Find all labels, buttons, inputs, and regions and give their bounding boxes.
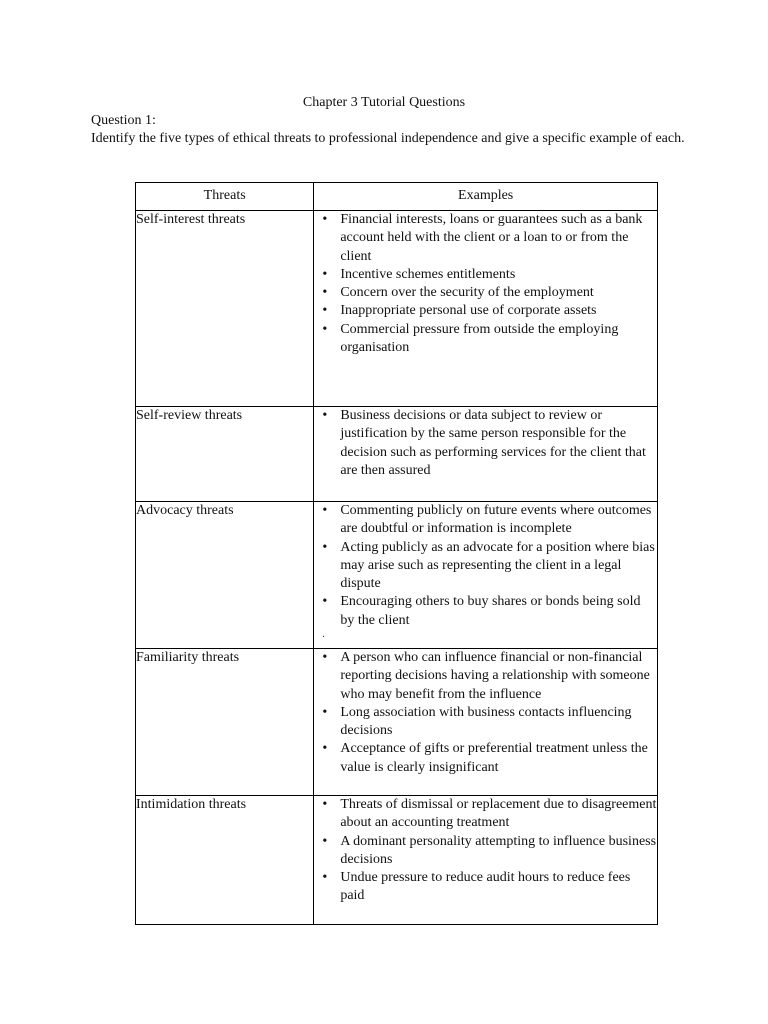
question-label: Question 1:	[91, 113, 156, 128]
bullet-icon: •	[322, 285, 328, 301]
list-item	[314, 869, 657, 906]
threat-name: Intimidation threats	[136, 796, 314, 925]
examples-list	[314, 211, 657, 357]
table-row	[136, 796, 658, 925]
threat-name: Self-interest threats	[136, 211, 314, 407]
bullet-icon: •	[322, 321, 328, 337]
example-text: Business decisions or data subject to review or justification by the same person responsible for the decision such as performing services for the client that are then assured	[340, 408, 646, 478]
examples-cell	[314, 407, 658, 502]
table-row	[136, 649, 658, 796]
example-text: A dominant personality attempting to influence business decisions	[340, 833, 657, 867]
table-row	[136, 407, 658, 502]
list-item	[314, 593, 657, 630]
bullet-icon: •	[322, 870, 328, 886]
header-threats: Threats	[136, 183, 314, 211]
bullet-icon: •	[322, 650, 328, 665]
examples-cell	[314, 502, 658, 649]
examples-cell	[314, 649, 658, 796]
bullet-icon: •	[322, 594, 328, 610]
list-item	[314, 302, 657, 320]
bullet-icon: •	[322, 741, 328, 757]
bullet-icon: •	[322, 266, 328, 282]
threats-table	[135, 182, 658, 925]
list-item	[314, 539, 657, 594]
bullet-icon: •	[322, 408, 328, 423]
list-item	[314, 321, 657, 358]
example-text: Acceptance of gifts or preferential treatment unless the value is clearly insignificant	[340, 741, 648, 775]
page-title: Chapter 3 Tutorial Questions	[302, 95, 466, 110]
table-row	[136, 502, 658, 649]
threat-name: Familiarity threats	[136, 649, 314, 796]
trailing-mark: .	[322, 629, 325, 641]
list-item	[314, 266, 657, 284]
example-text: Incentive schemes entitlements	[340, 266, 516, 282]
table-row	[136, 211, 658, 407]
examples-list	[314, 502, 657, 630]
example-text: Commenting publicly on future events where outcomes are doubtful or information is incomplete	[340, 503, 652, 537]
examples-list	[314, 796, 657, 906]
list-item	[314, 284, 657, 302]
bullet-icon: •	[322, 303, 328, 319]
example-text: Threats of dismissal or replacement due to disagreement about an accounting treatment	[340, 797, 657, 831]
bullet-icon: •	[322, 503, 328, 518]
list-item	[314, 502, 657, 539]
examples-list	[314, 407, 657, 480]
example-text: Financial interests, loans or guarantees such as a bank account held with the client or a loan to or from the client	[340, 212, 643, 264]
list-item	[314, 833, 657, 870]
bullet-icon: •	[322, 539, 328, 555]
example-text: Concern over the security of the employment	[340, 285, 594, 301]
list-item	[314, 796, 657, 833]
list-item	[314, 211, 657, 266]
list-item	[314, 407, 657, 480]
example-text: Inappropriate personal use of corporate assets	[340, 303, 597, 319]
example-text: Long association with business contacts influencing decisions	[340, 704, 632, 739]
table-header-row	[136, 183, 658, 211]
threat-name: Advocacy threats	[136, 502, 314, 649]
bullet-icon: •	[322, 833, 328, 849]
example-text: A person who can influence financial or non-financial reporting decisions having a relationship with someone who may benefit from the influence	[340, 650, 650, 702]
bullet-icon: •	[322, 797, 328, 812]
bullet-icon: •	[322, 704, 328, 720]
threat-name: Self-review threats	[136, 407, 314, 502]
examples-list	[314, 649, 657, 777]
header-examples: Examples	[314, 183, 658, 211]
list-item	[314, 740, 657, 777]
example-text: Encouraging others to buy shares or bonds being sold by the client	[340, 594, 641, 628]
list-item	[314, 649, 657, 704]
bullet-icon: •	[322, 212, 328, 227]
examples-cell	[314, 211, 658, 407]
examples-cell	[314, 796, 658, 925]
example-text: Commercial pressure from outside the employing organisation	[340, 321, 619, 356]
question-text: Identify the five types of ethical threats to professional independence and give a specific example of each.	[91, 131, 685, 146]
example-text: Acting publicly as an advocate for a position where bias may arise such as representing the client in a legal dispute	[340, 539, 655, 592]
list-item	[314, 704, 657, 741]
example-text: Undue pressure to reduce audit hours to reduce fees paid	[340, 870, 631, 904]
